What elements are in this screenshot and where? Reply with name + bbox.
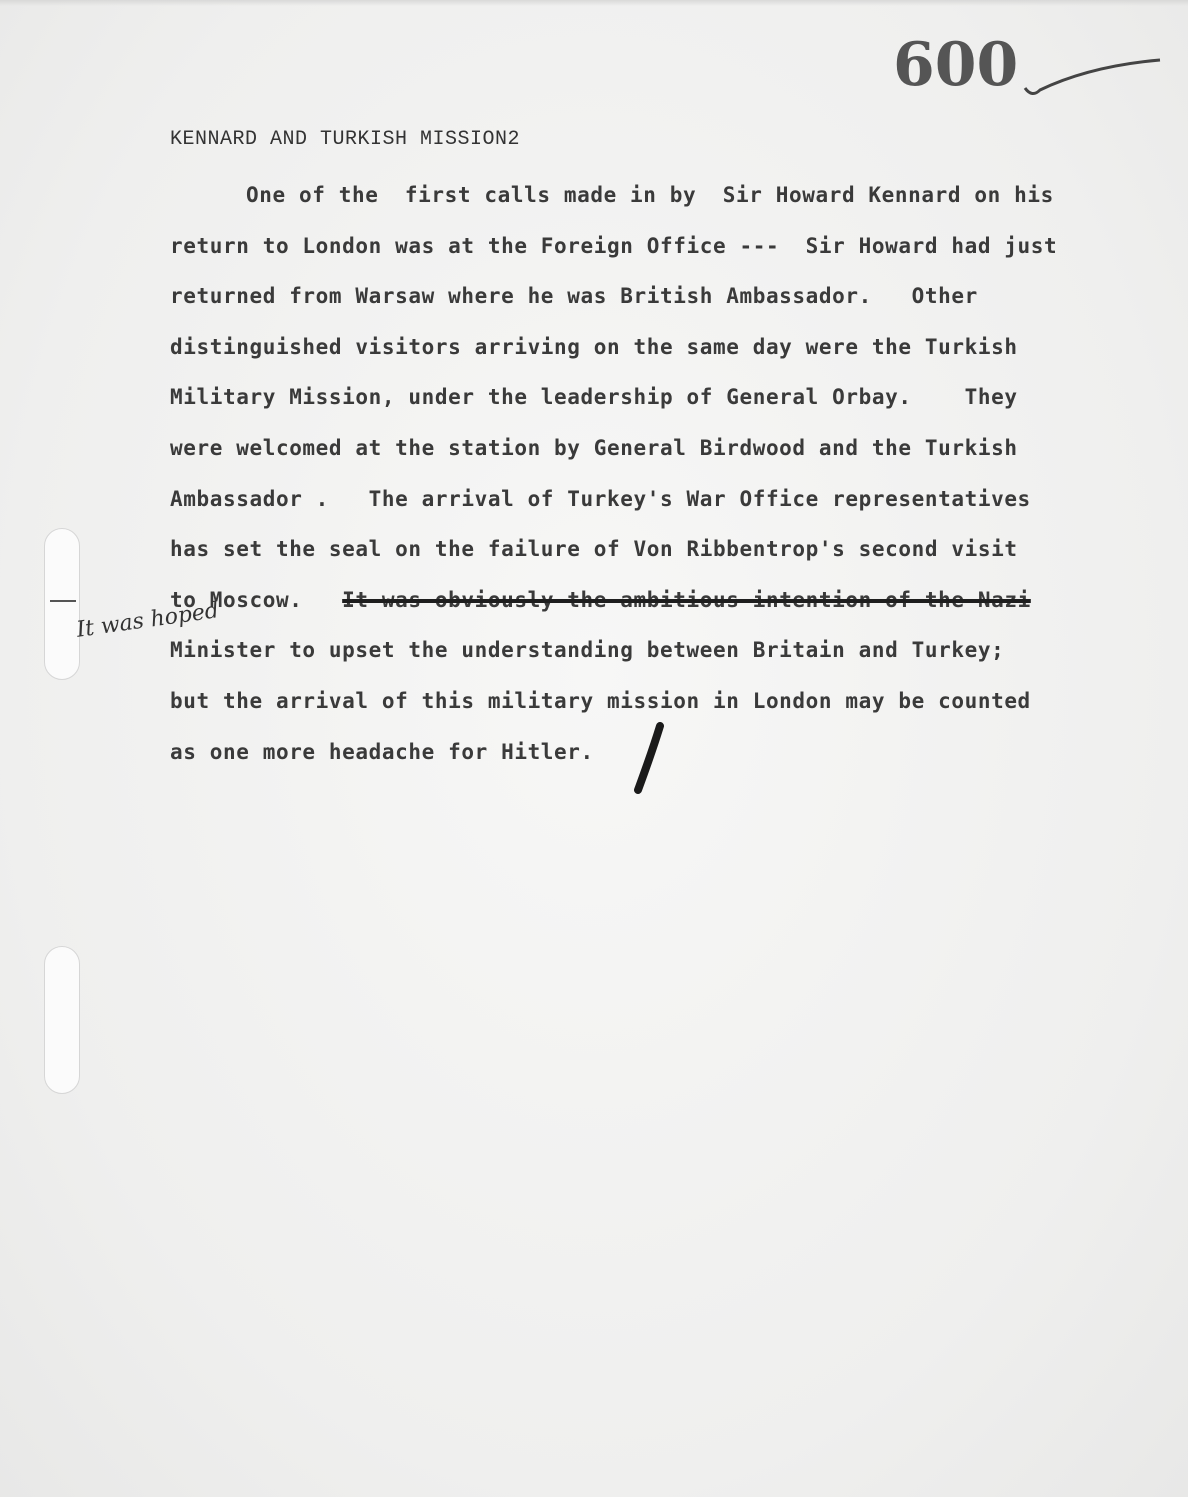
body-line-12-text: as one more headache for Hitler. (170, 739, 594, 764)
body-line-12 (170, 727, 1170, 778)
body-line-9 (170, 575, 1170, 626)
binder-hole-bottom (44, 946, 80, 1094)
body-line-6: were welcomed at the station by General Birdwood and the Turkish (170, 435, 1018, 460)
struck-through-text: It was obviously the ambitious intention of the Nazi (342, 587, 1031, 612)
body-line-3: returned from Warsaw where he was British Ambassador. Other (170, 284, 978, 309)
page-top-edge (0, 0, 1188, 6)
body-line-5: Military Mission, under the leadership of General Orbay. They (170, 385, 1018, 410)
pen-stroke-mark (630, 722, 670, 794)
body-line-10: Minister to upset the understanding between Britain and Turkey; (170, 638, 1005, 663)
body-line-1: One of the first calls made in by Sir Howard Kennard on his (246, 183, 1054, 207)
body-line-4: distinguished visitors arriving on the same day were the Turkish (170, 334, 1018, 359)
body-line-11: but the arrival of this military mission in London may be counted (170, 688, 1031, 713)
document-body (170, 170, 1170, 777)
insertion-caret-icon (48, 596, 78, 606)
check-mark-icon (1020, 48, 1170, 108)
handwritten-insertion: It was hoped (74, 598, 221, 643)
body-line-2: return to London was at the Foreign Office --- Sir Howard had just (170, 233, 1058, 258)
body-line-8: has set the seal on the failure of Von Ribbentrop's second visit (170, 537, 1018, 562)
body-line-7: Ambassador . The arrival of Turkey's War Office representatives (170, 486, 1031, 511)
document-title: KENNARD AND TURKISH MISSION2 (170, 128, 521, 151)
body-line-9-text: to Moscow. (170, 587, 343, 612)
handwritten-page-number: 600 (893, 30, 1019, 100)
